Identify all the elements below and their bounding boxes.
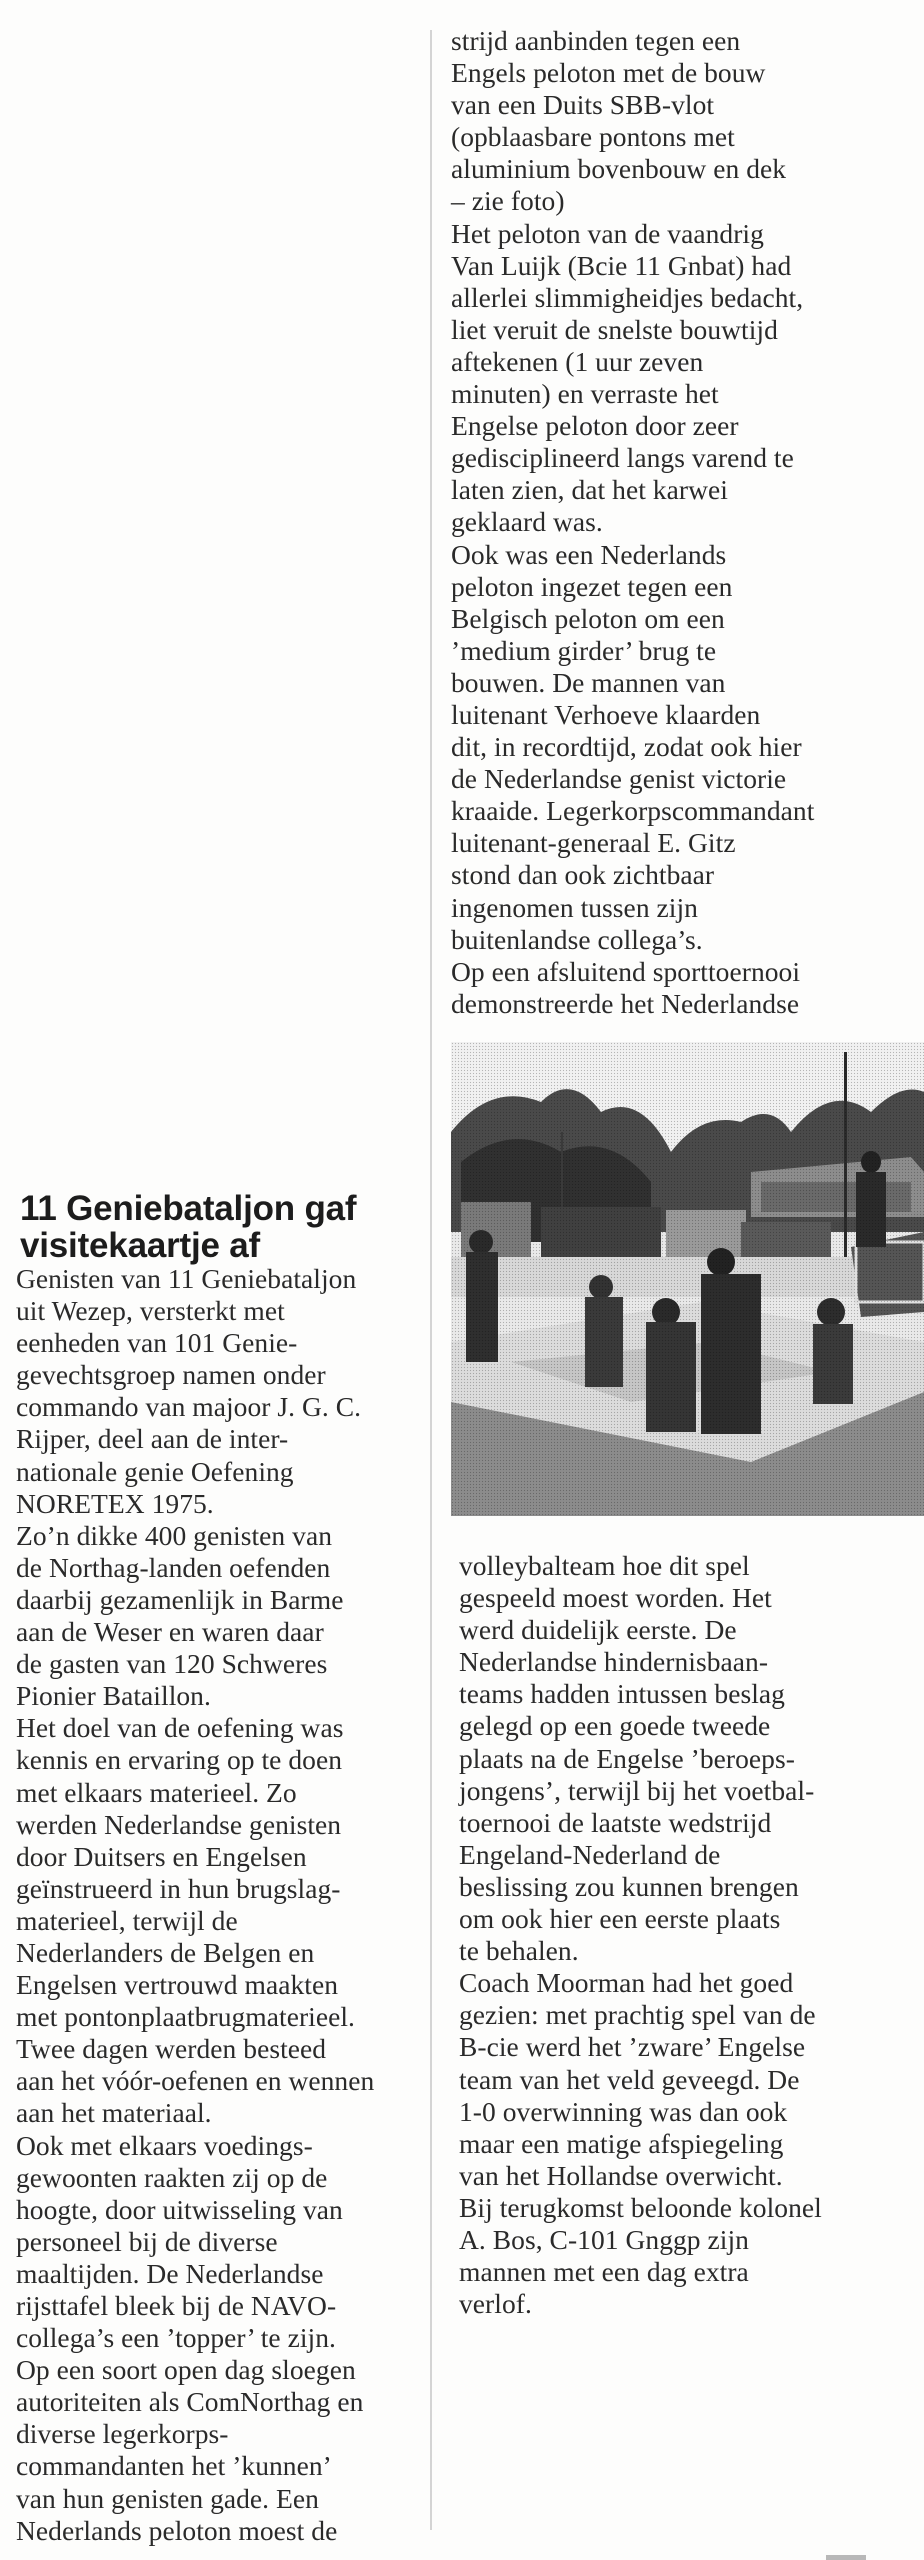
text-line: de Northag-landen oefenden xyxy=(16,1551,331,1583)
text-line: 1-0 overwinning was dan ook xyxy=(459,2095,788,2127)
text-line: gevechtsgroep namen onder xyxy=(16,1359,326,1391)
text-line: hoogte, door uitwisseling van xyxy=(16,2193,343,2225)
text-line: teams hadden intussen beslag xyxy=(459,1678,785,1710)
headline-line-1: 11 Geniebataljon gaf xyxy=(20,1189,357,1228)
text-line: van hun genisten gade. Een xyxy=(16,2482,319,2514)
text-line: aftekenen (1 uur zeven xyxy=(451,345,704,377)
text-line: collega’s een ’topper’ te zijn. xyxy=(16,2322,336,2354)
text-line: NORETEX 1975. xyxy=(16,1487,214,1519)
text-line: peloton ingezet tegen een xyxy=(451,570,733,602)
text-line: autoriteiten als ComNorthag en xyxy=(16,2386,364,2418)
article-photo xyxy=(451,1042,924,1516)
text-line: door Duitsers en Engelsen xyxy=(16,1840,307,1872)
text-line: allerlei slimmigheidjes bedacht, xyxy=(451,281,804,313)
text-line: daarbij gezamenlijk in Barme xyxy=(16,1583,344,1615)
text-line: Het peloton van de vaandrig xyxy=(451,217,764,249)
text-line: commandanten het ’kunnen’ xyxy=(16,2450,332,2482)
text-line: met pontonplaatbrugmaterieel. xyxy=(16,2001,355,2033)
text-line: maaltijden. De Nederlandse xyxy=(16,2257,324,2289)
text-line: ’medium girder’ brug te xyxy=(451,634,717,666)
text-line: geklaard was. xyxy=(451,506,603,538)
headline-line-2: visitekaartje af xyxy=(20,1226,261,1265)
column-divider xyxy=(430,30,432,2530)
text-line: kennis en ervaring op te doen xyxy=(16,1744,342,1776)
text-line: volleybalteam hoe dit spel xyxy=(459,1550,750,1581)
text-line: A. Bos, C-101 Gnggp zijn xyxy=(459,2223,749,2255)
text-line: te behalen. xyxy=(459,1935,579,1967)
text-line: Genisten van 11 Geniebataljon xyxy=(16,1263,357,1294)
text-line: gedisciplineerd langs varend te xyxy=(451,442,794,474)
text-line: Rijper, deel aan de inter- xyxy=(16,1423,289,1455)
text-line: buitenlandse collega’s. xyxy=(451,923,703,955)
text-line: gespeeld moest worden. Het xyxy=(459,1582,772,1614)
text-line: jongens’, terwijl bij het voetbal- xyxy=(459,1774,815,1806)
text-line: diverse legerkorps- xyxy=(16,2418,229,2450)
text-line: aan het materiaal. xyxy=(16,2097,212,2129)
text-line: (opblaasbare pontons met xyxy=(451,121,735,153)
text-line: geïnstrueerd in hun brugslag- xyxy=(16,1872,341,1904)
page-number-fragment xyxy=(826,2555,866,2560)
text-line: Nederlanders de Belgen en xyxy=(16,1936,315,1968)
article-headline xyxy=(20,1190,356,1264)
text-line: om ook hier een eerste plaats xyxy=(459,1903,781,1935)
text-line: luitenant Verhoeve klaarden xyxy=(451,698,761,730)
text-line: werd duidelijk eerste. De xyxy=(459,1614,737,1646)
text-line: Nederlandse hindernisbaan- xyxy=(459,1646,769,1678)
text-line: Nederlands peloton moest de xyxy=(16,2514,338,2546)
text-line: aan de Weser en waren daar xyxy=(16,1616,324,1648)
text-line: Engelsen vertrouwd maakten xyxy=(16,1969,339,2001)
text-line: team van het veld geveegd. De xyxy=(459,2063,800,2095)
text-line: eenheden van 101 Genie- xyxy=(16,1327,298,1359)
text-line: demonstreerde het Nederlandse xyxy=(451,987,800,1019)
text-line: Engels peloton met de bouw xyxy=(451,57,766,89)
text-line: van het Hollandse overwicht. xyxy=(459,2159,783,2191)
text-line: aluminium bovenbouw en dek xyxy=(451,153,787,185)
text-line: gewoonten raakten zij op de xyxy=(16,2161,328,2193)
text-line: van een Duits SBB-vlot xyxy=(451,89,715,121)
text-line: kraaide. Legerkorpscommandant xyxy=(451,795,815,827)
text-line: de gasten van 120 Schweres xyxy=(16,1648,328,1680)
text-line: laten zien, dat het karwei xyxy=(451,474,728,506)
text-line: bouwen. De mannen van xyxy=(451,666,726,698)
right-column-top-text xyxy=(451,25,814,1020)
text-line: commando van majoor J. G. C. xyxy=(16,1391,362,1423)
text-line: materieel, terwijl de xyxy=(16,1904,238,1936)
text-line: Ook was een Nederlands xyxy=(451,538,727,570)
text-line: gezien: met prachtig spel van de xyxy=(459,1999,816,2031)
text-line: minuten) en verraste het xyxy=(451,378,719,410)
text-line: met elkaars materieel. Zo xyxy=(16,1776,297,1808)
text-line: B-cie werd het ’zware’ Engelse xyxy=(459,2031,806,2063)
text-line: nationale genie Oefening xyxy=(16,1455,294,1487)
text-line: Het doel van de oefening was xyxy=(16,1712,344,1744)
text-line: Engeland-Nederland de xyxy=(459,1838,721,1870)
text-line: stond dan ook zichtbaar xyxy=(451,859,715,891)
text-line: dit, in recordtijd, zodat ook hier xyxy=(451,731,802,763)
text-line: Van Luijk (Bcie 11 Gnbat) had xyxy=(451,249,792,281)
text-line: maar een matige afspiegeling xyxy=(459,2127,784,2159)
text-line: uit Wezep, versterkt met xyxy=(16,1295,285,1327)
text-line: Bij terugkomst beloonde kolonel xyxy=(459,2191,822,2223)
text-line: aan het vóór-oefenen en wennen xyxy=(16,2065,375,2097)
text-line: rijsttafel bleek bij de NAVO- xyxy=(16,2290,337,2321)
text-line: Op een soort open dag sloegen xyxy=(16,2354,356,2386)
text-line: verlof. xyxy=(459,2288,532,2320)
right-column-bottom-text xyxy=(459,1550,822,2320)
text-line: Coach Moorman had het goed xyxy=(459,1967,794,1999)
photo-pontoon-raft xyxy=(451,1042,924,1516)
text-line: plaats na de Engelse ’beroeps- xyxy=(459,1742,795,1774)
text-line: de Nederlandse genist victorie xyxy=(451,763,787,795)
text-line: – zie foto) xyxy=(451,185,565,217)
text-line: Pionier Bataillon. xyxy=(16,1680,211,1712)
left-column-text xyxy=(16,1263,374,2547)
text-line: strijd aanbinden tegen een xyxy=(451,25,741,56)
text-line: toernooi de laatste wedstrijd xyxy=(459,1806,772,1838)
text-line: gelegd op een goede tweede xyxy=(459,1710,771,1742)
text-line: Twee dagen werden besteed xyxy=(16,2033,327,2065)
text-line: ingenomen tussen zijn xyxy=(451,891,698,923)
text-line: luitenant-generaal E. Gitz xyxy=(451,827,736,859)
text-line: personeel bij de diverse xyxy=(16,2225,278,2257)
text-line: beslissing zou kunnen brengen xyxy=(459,1870,799,1902)
text-line: liet veruit de snelste bouwtijd xyxy=(451,313,778,345)
text-line: Belgisch peloton om een xyxy=(451,602,725,634)
text-line: werden Nederlandse genisten xyxy=(16,1808,342,1840)
text-line: Op een afsluitend sporttoernooi xyxy=(451,955,801,987)
text-line: Zo’n dikke 400 genisten van xyxy=(16,1519,333,1551)
text-line: mannen met een dag extra xyxy=(459,2256,749,2288)
text-line: Ook met elkaars voedings- xyxy=(16,2129,313,2161)
text-line: Engelse peloton door zeer xyxy=(451,410,739,442)
